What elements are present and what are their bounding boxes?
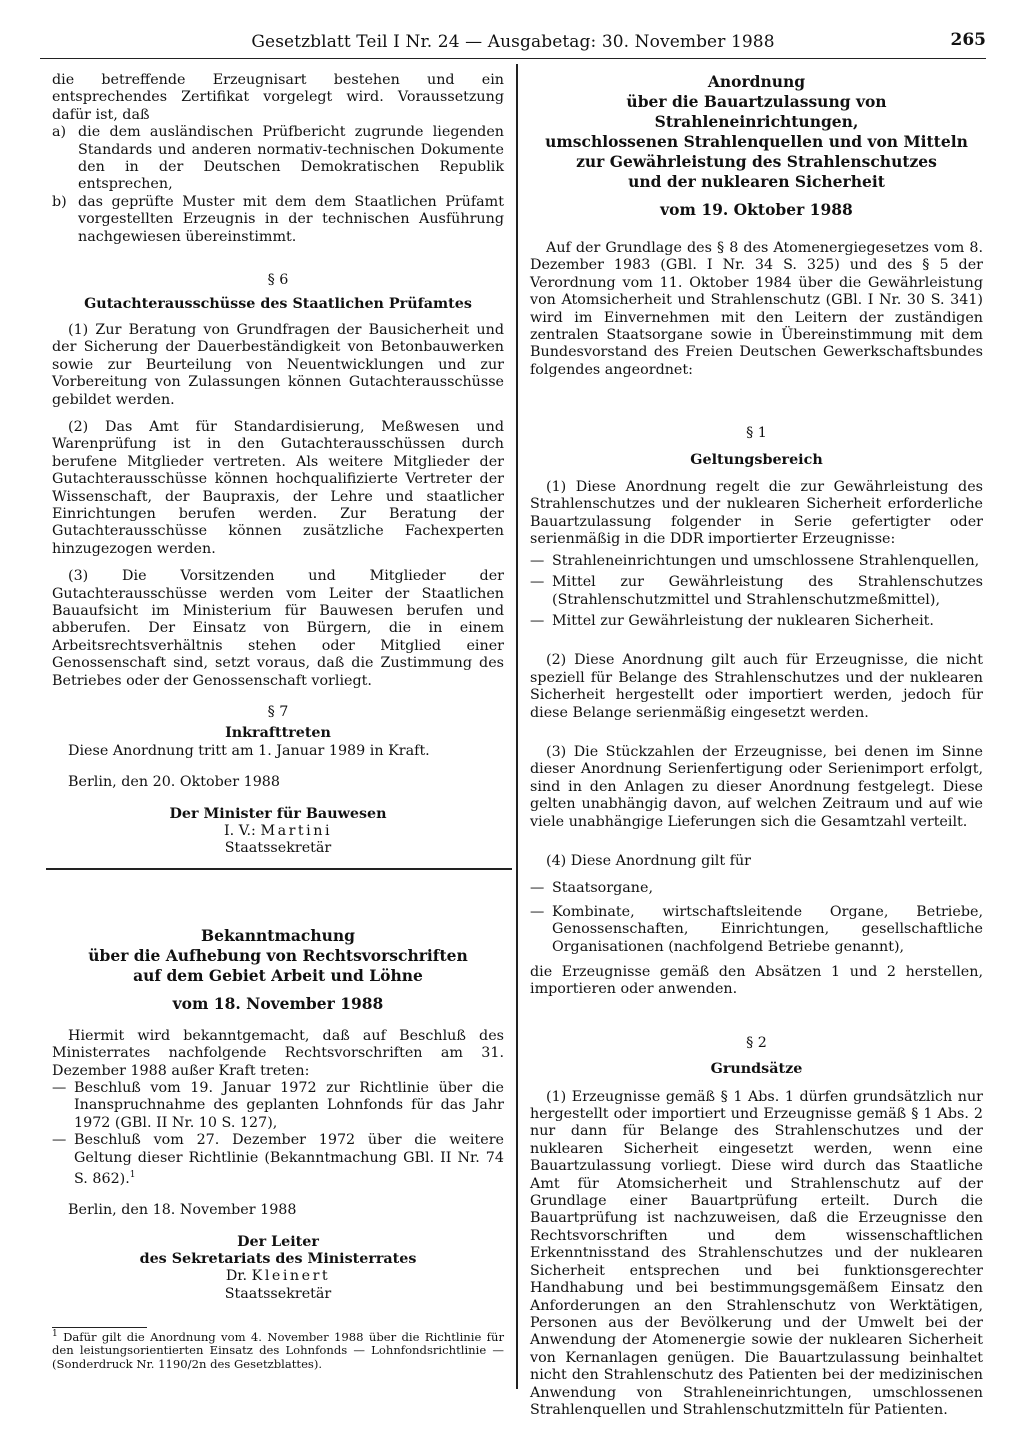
signature-block: Der Minister für Bauwesen I. V.: Martini Staatssekretär [169,805,387,857]
list-item: b) das geprüfte Muster mit dem dem Staatlichen Prüfamt vorgestellten Erzeugnis in der technischen Ausführung nachgewiesen übereinstimmt. [52,193,504,245]
footnote-ref: 1 [129,1170,136,1181]
section-number: § 2 [746,1034,767,1051]
list-item: — Strahleneinrichtungen und umschlossene Strahlenquellen, [530,552,980,569]
page-number: 265 [950,30,986,50]
paragraph: (4) Diese Anordnung gilt für [546,852,752,869]
paragraph: (1) Erzeugnisse gemäß § 1 Abs. 1 dürfen grundsätzlich nur hergestellt oder importiert und Erzeugnisse gemäß § 1 Abs. 2 nur dann für Belange des Strahlenschutzes und der nuklearen Sicherheit eingesetzt werden, wenn eine Bauartzulassung vorliegt. Diese wird durch das Staatliche Amt für Atomsicherheit und Strahlenschutz auf der Grundlage einer Bauartprüfung erteilt. Durch die Bauartprüfung ist nachzuweisen, daß die Erzeugnisse den Rechtsvorschriften und dem wissenschaftlichen Erkenntnisstand des Strahlenschutzes und der nuklearen Sicherheit entsprechen und bei funktionsgerechter Handhabung und bei bestimmungsgemäßem Einsatz den Anforderungen an den Strahlenschutz von Werktätigen, Personen aus der Bevölkerung und der Umwelt bei der Anwendung der Atomenergie sowie der nuklearen Sicherheit von Kernanlagen genügen. Die Bauartzulassung beinhaltet nicht den Strahlenschutz des Patienten bei der medizinischen Anwendung von Strahleneinrichtungen, umschlossenen Strahlenquellen und Strahlenschutzmitteln für Patienten. [530,1088,983,1418]
signatory-name: Martini [260,823,333,840]
footnote: $^1$ Dafür gilt die Anordnung vom 4. November 1988 über die Richtlinie für den leistungsorientierten Einsatz des Lohnfonds — Lohnfondsrichtlinie — (Sonderdruck Nr. 1190/2n des Gesetzblattes). [52,1329,504,1371]
paragraph: (1) Diese Anordnung regelt die zur Gewährleistung des Strahlenschutzes und der nuklearen Sicherheit erforderliche Bauartzulassung folgender in Serie gefertigter oder serienmäßig in die DDR importierter Erzeugnisse: [530,479,983,548]
list-item: — Mittel zur Gewährleistung des Strahlenschutzes (Strahlenschutzmittel und Strahlenschutzmeßmittel), [530,574,983,608]
list-item: — Mittel zur Gewährleistung der nuklearen Sicherheit. [530,612,934,629]
section-title: Gutachterausschüsse des Staatlichen Prüfamtes [84,296,472,313]
place-date: Berlin, den 20. Oktober 1988 [68,774,281,791]
paragraph: (1) Zur Beratung von Grundfragen der Bausicherheit und der Sicherung der Dauerbeständigkeit von Betonbauwerken sowie zur Beurteilung von Neuentwicklungen und zur Vorbereitung von Zulassungen können Gutachterausschüsse gebildet werden. [52,321,504,408]
signature-block: Der Leiter des Sekretariats des Ministerrates Dr. Kleinert Staatssekretär [139,1233,417,1302]
gazette-title: Gesetzblatt Teil I Nr. 24 — Ausgabetag: 30. November 1988 [251,32,775,52]
notice-date: vom 18. November 1988 [172,993,384,1013]
ordinance-heading: Anordnung über die Bauartzulassung von Strahleneinrichtungen, umschlossenen Strahlenquellen und von Mitteln zur Gewährleistung des Strahlenschutzes und der nuklearen Sicherheit vom 19. Oktober 1988 [530,72,983,220]
page-header [40,30,986,59]
ordinance-date: vom 19. Oktober 1988 [660,200,853,219]
paragraph: (3) Die Vorsitzenden und Mitglieder der Gutachterausschüsse werden vom Leiter der Staatlichen Bauaufsicht im Ministerium für Bauwesen berufen und abberufen. Der Einsatz von Bürgern, die in einem Arbeitsrechtsverhältnis stehen oder Mitglied einer Genossenschaft sind, setzt voraus, daß die Zustimmung des Betriebes oder der Genossenschaft vorliegt. [52,568,504,689]
section-title: Grundsätze [710,1061,803,1078]
list-item: a) die dem ausländischen Prüfbericht zugrunde liegenden Standards und anderen normativ-technischen Dokumente den in der Deutschen Demokratischen Republik entsprechen, [52,124,504,193]
column-divider [516,64,518,1389]
list-item: — Beschluß vom 27. Dezember 1972 über die weitere Geltung dieser Richtlinie (Bekanntmachung GBl. II Nr. 74 S. 862).$^1$ [52,1132,504,1187]
paragraph: (3) Die Stückzahlen der Erzeugnisse, bei denen im Sinne dieser Anordnung Serienfertigung oder Serienimport erfolgt, sind in den Anlagen zu dieser Anordnung festgelegt. Diese gelten unabhängig davon, auf welchen Zeitraum und auf wie viele unabhängige Lieferungen sich die Gesamtzahl verteilt. [530,743,983,830]
signatory-name: Kleinert [251,1268,331,1285]
paragraph: Hiermit wird bekanntgemacht, daß auf Beschluß des Ministerrates nachfolgende Rechtsvorschriften am 31. Dezember 1988 außer Kraft treten: [52,1027,504,1079]
continuation-paragraph: die betreffende Erzeugnisart bestehen und ein entsprechendes Zertifikat vorgelegt wird. Voraussetzung dafür ist, daß [52,72,504,123]
left-column [52,72,504,1371]
notice-heading: Bekanntmachung über die Aufhebung von Rechtsvorschriften auf dem Gebiet Arbeit und Löhne vom 18. November 1988 [52,926,504,1014]
section-number: § 1 [746,425,767,442]
paragraph: (2) Das Amt für Standardisierung, Meßwesen und Warenprüfung ist in den Gutachterausschüssen durch berufene Mitglieder vertreten. Als weitere Mitglieder der Gutachterausschüsse können hochqualifizierte Vertreter der Wissenschaft, der Baupraxis, der Lehre und staatlicher Einrichtungen berufen werden. Zur Beratung der Gutachterausschüsse können zusätzliche Fachexperten hinzugezogen werden. [52,418,504,557]
list-item: — Beschluß vom 19. Januar 1972 zur Richtlinie über die Inanspruchnahme des geplanten Lohnfonds für das Jahr 1972 (GBl. II Nr. 10 S. 127), [52,1080,504,1131]
right-column [530,72,983,1419]
preamble: Auf der Grundlage des § 8 des Atomenergiegesetzes vom 8. Dezember 1983 (GBl. I Nr. 34 S. 325) und des § 5 der Verordnung vom 11. Oktober 1984 über die Gewährleistung von Atomsicherheit und Strahlenschutz (GBl. I Nr. 30 S. 341) wird im Einvernehmen mit den Leitern der zuständigen zentralen Staatsorgane sowie in Übereinstimmung mit dem Bundesvorstand des Freien Deutschen Gewerkschaftsbundes folgendes angeordnet: [530,240,983,378]
list-item: — Kombinate, wirtschaftsleitende Organe, Betriebe, Genossenschaften, Einrichtungen, gesellschaftliche Organisationen (nachfolgend Betriebe genannt), [530,903,983,955]
section-title: Inkrafttreten [225,725,331,742]
place-date: Berlin, den 18. November 1988 [68,1202,297,1219]
section-number: § 6 [267,272,289,289]
paragraph: die Erzeugnisse gemäß den Absätzen 1 und 2 herstellen, importieren oder anwenden. [530,964,983,998]
section-number: § 7 [267,704,289,720]
section-title: Geltungsbereich [690,451,823,468]
paragraph: Diese Anordnung tritt am 1. Januar 1989 in Kraft. [68,742,430,759]
paragraph: (2) Diese Anordnung gilt auch für Erzeugnisse, die nicht speziell für Belange des Strahlenschutzes und der nuklearen Sicherheit hergestellt oder importiert werden, jedoch für diese Belange serienmäßig eingesetzt werden. [530,652,983,721]
list-item: — Staatsorgane, [530,880,653,897]
